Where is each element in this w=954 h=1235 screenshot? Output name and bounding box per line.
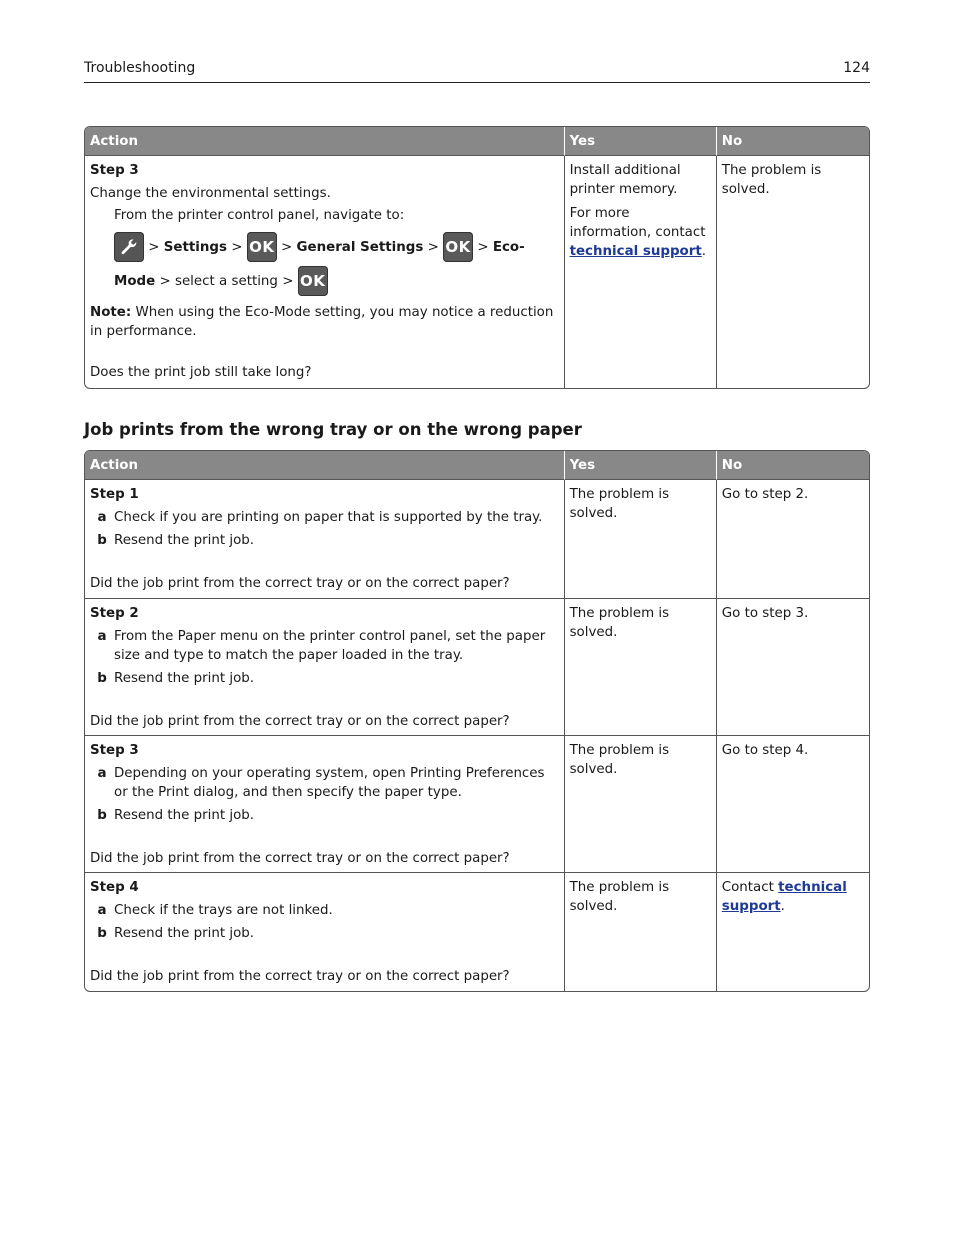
yes-text-memory: Install additional printer memory. — [569, 163, 681, 197]
question-text: Does the print job still take long? — [90, 365, 312, 380]
table-row — [85, 873, 869, 991]
action-cell — [85, 736, 565, 873]
substep-b-text: Resend the print job. — [114, 533, 255, 548]
link-word-support: support — [721, 899, 781, 914]
separator: > — [231, 240, 243, 255]
table-row — [85, 599, 869, 736]
separator: > — [281, 240, 293, 255]
contact-text: Contact — [721, 880, 774, 895]
note-label: Note: — [90, 305, 132, 320]
select-text: select — [174, 274, 215, 289]
yes-cell: The problem is solved. — [565, 599, 717, 736]
column-header-yes: Yes — [565, 127, 717, 156]
menu-general-settings: General Settings — [296, 240, 424, 255]
column-header-yes: Yes — [565, 451, 717, 480]
navigate-intro: From the printer control panel, navigate to: — [114, 208, 405, 223]
substep-a-text: From the Paper menu on the printer control panel, set the paper size and type to match the paper loaded in the tray. — [114, 629, 546, 663]
wrong-tray-table — [84, 450, 870, 992]
no-cell — [717, 873, 869, 991]
no-cell: Go to step 2. — [717, 480, 869, 599]
table-row — [85, 480, 869, 599]
substep-b — [90, 924, 559, 943]
separator: > — [282, 274, 294, 289]
step-label: Step 3 — [90, 743, 139, 758]
substep-b-text: Resend the print job. — [114, 671, 255, 686]
yes-cell: The problem is solved. — [565, 736, 717, 873]
link-word-technical: technical — [778, 880, 847, 895]
page-header — [84, 60, 870, 83]
substep-a — [90, 901, 559, 920]
step-label: Step 4 — [90, 880, 139, 895]
action-cell — [85, 480, 565, 599]
more-info-text: For more information, contact — [569, 206, 706, 240]
column-header-no: No — [717, 127, 869, 156]
ok-button-icon: OK — [298, 266, 328, 296]
yes-more-info — [570, 204, 711, 261]
substep-a — [90, 627, 559, 665]
separator: > — [427, 240, 439, 255]
separator: > — [477, 240, 489, 255]
step-label: Step 3 — [90, 163, 139, 178]
letter-b: b — [97, 926, 107, 941]
note — [90, 303, 559, 341]
substep-a — [90, 508, 559, 527]
ok-button-icon: OK — [247, 232, 277, 262]
substep-a-text: Check if the trays are not linked. — [114, 903, 333, 918]
navigation-path — [90, 231, 559, 299]
letter-a: a — [97, 903, 107, 918]
question-text: Did the job print from the correct tray or on the correct paper? — [90, 714, 510, 729]
wrench-icon — [114, 232, 144, 262]
separator: > — [159, 274, 171, 289]
technical-support-link[interactable] — [570, 244, 702, 259]
column-header-action: Action — [85, 127, 565, 156]
substep-a-text: Depending on your operating system, open Printing Preferences or the Print dialog, and then specify the paper type. — [114, 766, 545, 800]
substep-b-text: Resend the print job. — [114, 926, 255, 941]
step-label: Step 1 — [90, 487, 139, 502]
table-row — [85, 156, 869, 388]
letter-b: b — [97, 533, 107, 548]
column-header-no: No — [717, 451, 869, 480]
column-header-action: Action — [85, 451, 565, 480]
no-cell: Go to step 4. — [717, 736, 869, 873]
letter-b: b — [97, 808, 107, 823]
substep-b — [90, 531, 559, 550]
question-text: Did the job print from the correct tray or on the correct paper? — [90, 576, 510, 591]
section-title: Job prints from the wrong tray or on the wrong paper — [84, 420, 582, 439]
header-page-number: 124 — [843, 60, 870, 76]
yes-cell: The problem is solved. — [565, 873, 717, 991]
header-section-title: Troubleshooting — [84, 60, 196, 76]
substep-b-text: Resend the print job. — [114, 808, 255, 823]
period: . — [780, 899, 785, 914]
table-header-row — [85, 451, 869, 480]
substep-a-text: Check if you are printing on paper that is supported by the tray. — [114, 510, 543, 525]
substep-a — [90, 764, 559, 802]
table-header-row — [85, 127, 869, 156]
letter-a: a — [97, 629, 107, 644]
step-label: Step 2 — [90, 606, 139, 621]
menu-settings: Settings — [163, 240, 227, 255]
substep-b — [90, 669, 559, 688]
substep-b — [90, 806, 559, 825]
question-text: Did the job print from the correct tray or on the correct paper? — [90, 851, 510, 866]
link-word-technical: technical — [569, 244, 639, 259]
action-cell — [85, 599, 565, 736]
period: . — [701, 244, 707, 259]
note-text: When using the Eco-Mode setting, you may notice a reduction in performance. — [90, 305, 554, 339]
separator: > — [148, 240, 160, 255]
action-cell — [85, 873, 565, 991]
letter-a: a — [97, 766, 107, 781]
setting-text: a setting — [219, 274, 278, 289]
link-word-support: support — [642, 244, 702, 259]
action-cell — [85, 156, 565, 388]
no-cell: The problem is solved. — [721, 163, 822, 197]
table-row — [85, 736, 869, 873]
instruction-text: Change the environmental settings. — [90, 186, 331, 201]
letter-a: a — [97, 510, 107, 525]
question-text: Did the job print from the correct tray or on the correct paper? — [90, 969, 510, 984]
no-cell: Go to step 3. — [717, 599, 869, 736]
ok-button-icon: OK — [443, 232, 473, 262]
eco-mode-table — [84, 126, 870, 389]
letter-b: b — [97, 671, 107, 686]
menu-eco-mode: Eco-Mode — [114, 240, 525, 289]
yes-cell: The problem is solved. — [565, 480, 717, 599]
yes-cell — [565, 156, 717, 388]
